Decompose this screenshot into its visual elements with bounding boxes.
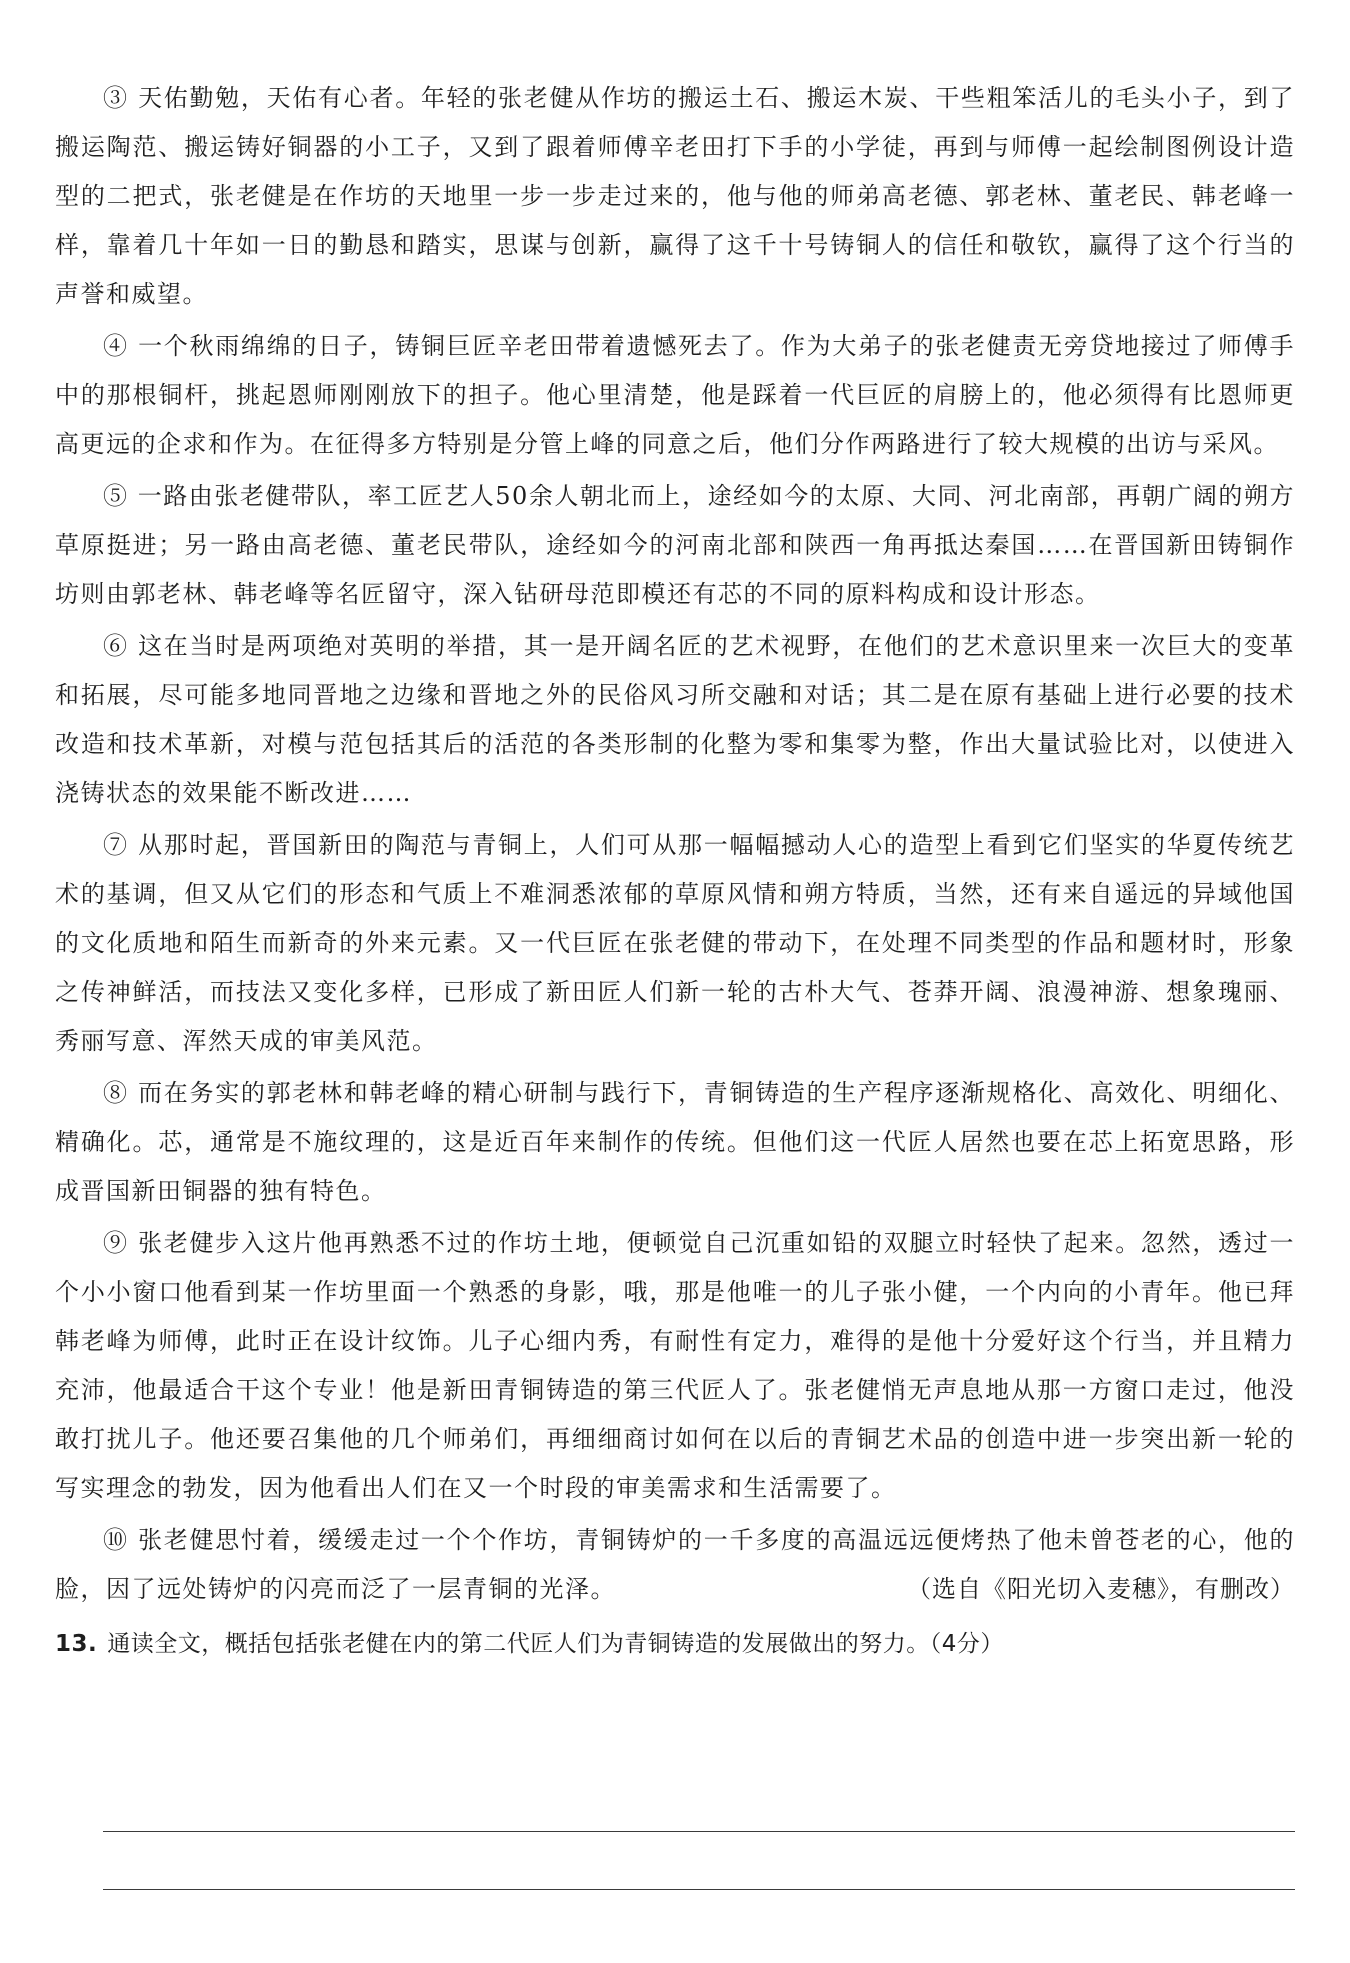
paragraph-text: 张老健步入这片他再熟悉不过的作坊土地，便顿觉自己沉重如铅的双腿立时轻快了起来。忽然，透过一个小小窗口他看到某一作坊里面一个熟悉的身影，哦，那是他唯一的儿子张小健，一个内向的小青年。他已拜韩老峰为师傅，此时正在设计纹饰。儿子心细内秀，有耐性有定力，难得的是他十分爱好这个行当，并且精力充沛，他最适合干这个专业！他是新田青铜铸造的第三代匠人了。张老健悄无声息地从那一方窗口走过，他没敢打扰儿子。他还要召集他的几个师弟们，再细细商讨如何在以后的青铜艺术品的创造中进一步突出新一轮的写实理念的勃发，因为他看出人们在又一个时段的审美需求和生活需要了。 — [55, 1229, 1295, 1502]
paragraph-6 — [55, 622, 1295, 818]
paragraph-number: ③ — [103, 84, 129, 112]
paragraph-number: ④ — [103, 332, 129, 360]
paragraph-number: ⑤ — [103, 482, 129, 510]
paragraph-text: 一路由张老健带队，率工匠艺人50余人朝北而上，途经如今的太原、大同、河北南部，再朝广阔的朔方草原挺进；另一路由高老德、董老民带队，途经如今的河南北部和陕西一角再抵达秦国……在晋国新田铸铜作坊则由郭老林、韩老峰等名匠留守，深入钻研母范即模还有芯的不同的原料构成和设计形态。 — [55, 482, 1295, 608]
reading-passage — [55, 74, 1295, 1667]
paragraph-text: 从那时起，晋国新田的陶范与青铜上，人们可从那一幅幅撼动人心的造型上看到它们坚实的华夏传统艺术的基调，但又从它们的形态和气质上不难洞悉浓郁的草原风情和朔方特质，当然，还有来自遥远的异域他国的文化质地和陌生而新奇的外来元素。又一代巨匠在张老健的带动下，在处理不同类型的作品和题材时，形象之传神鲜活，而技法又变化多样，已形成了新田匠人们新一轮的古朴大气、苍莽开阔、浪漫神游、想象瑰丽、秀丽写意、浑然天成的审美风范。 — [55, 831, 1295, 1055]
paragraph-number: ⑩ — [103, 1526, 129, 1554]
paragraph-7 — [55, 821, 1295, 1066]
paragraph-4 — [55, 322, 1295, 469]
question-text: 通读全文，概括包括张老健在内的第二代匠人们为青铜铸造的发展做出的努力。（4分） — [107, 1631, 1004, 1657]
paragraph-text: 天佑勤勉，天佑有心者。年轻的张老健从作坊的搬运土石、搬运木炭、干些粗笨活儿的毛头小子，到了搬运陶范、搬运铸好铜器的小工子，又到了跟着师傅辛老田打下手的小学徒，再到与师傅一起绘制图例设计造型的二把式，张老健是在作坊的天地里一步一步走过来的，他与他的师弟高老德、郭老林、董老民、韩老峰一样，靠着几十年如一日的勤恳和踏实，思谋与创新，赢得了这千十号铸铜人的信任和敬钦，赢得了这个行当的声誉和威望。 — [55, 84, 1295, 308]
paragraph-text: 张老健思忖着，缓缓走过一个个作坊，青铜铸炉的一千多度的高温远远便烤热了他未曾苍老的心，他的脸，因了远处铸炉的闪亮而泛了一层青铜的光泽。 — [55, 1526, 1295, 1603]
paragraph-9 — [55, 1219, 1295, 1513]
paragraph-number: ⑦ — [103, 831, 129, 859]
answer-line[interactable] — [103, 1831, 1295, 1832]
paragraph-number: ⑥ — [103, 632, 129, 660]
question-number: 13. — [55, 1631, 98, 1657]
paragraph-3 — [55, 74, 1295, 319]
paragraph-number: ⑨ — [103, 1229, 129, 1257]
paragraph-text: 这在当时是两项绝对英明的举措，其一是开阔名匠的艺术视野，在他们的艺术意识里来一次巨大的变革和拓展，尽可能多地同晋地之边缘和晋地之外的民俗风习所交融和对话；其二是在原有基础上进行必要的技术改造和技术革新，对模与范包括其后的活范的各类形制的化整为零和集零为整，作出大量试验比对，以使进入浇铸状态的效果能不断改进…… — [55, 632, 1295, 807]
paragraph-text: 而在务实的郭老林和韩老峰的精心研制与践行下，青铜铸造的生产程序逐渐规格化、高效化、明细化、精确化。芯，通常是不施纹理的，这是近百年来制作的传统。但他们这一代匠人居然也要在芯上拓宽思路，形成晋国新田铜器的独有特色。 — [55, 1079, 1295, 1205]
paragraph-number: ⑧ — [103, 1079, 129, 1107]
paragraph-text: 一个秋雨绵绵的日子，铸铜巨匠辛老田带着遗憾死去了。作为大弟子的张老健责无旁贷地接过了师傅手中的那根铜杆，挑起恩师刚刚放下的担子。他心里清楚，他是踩着一代巨匠的肩膀上的，他必须得有比恩师更高更远的企求和作为。在征得多方特别是分管上峰的同意之后，他们分作两路进行了较大规模的出访与采风。 — [55, 332, 1295, 458]
paragraph-8 — [55, 1069, 1295, 1216]
answer-line[interactable] — [103, 1889, 1295, 1890]
paragraph-5 — [55, 472, 1295, 619]
source-citation: （选自《阳光切入麦穗》，有删改） — [907, 1575, 1295, 1603]
paragraph-10 — [55, 1516, 1295, 1614]
question-13 — [55, 1621, 1295, 1667]
